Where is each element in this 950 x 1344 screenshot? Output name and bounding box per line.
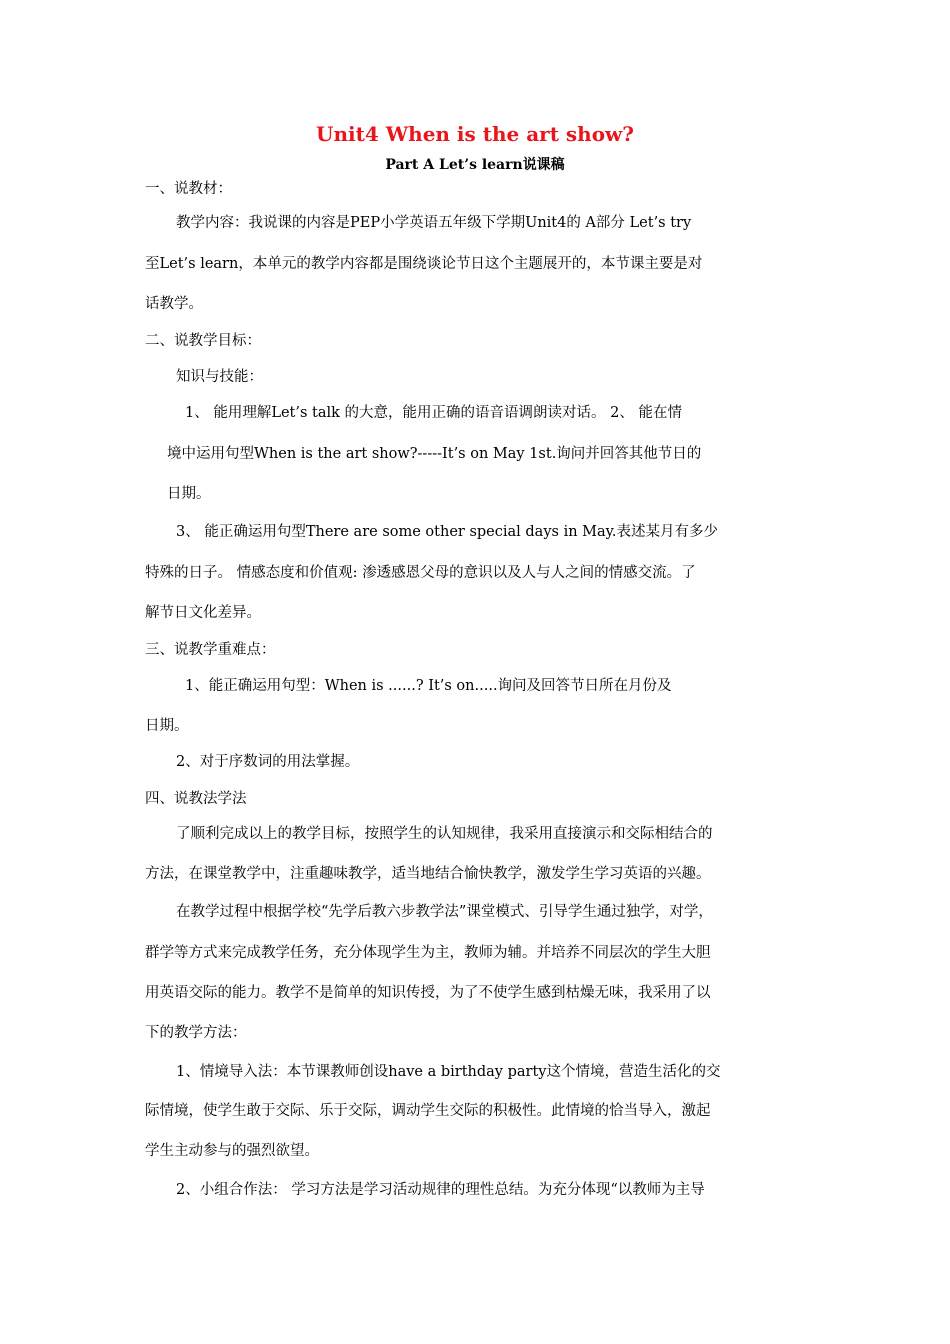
paragraph-line: 话教学。 [145,296,203,312]
paragraph-line: 境中运用句型When is the art show?-----It’s on May 1st.询问并回答其他节日的 [167,446,702,462]
paragraph-line: 了顺利完成以上的教学目标，按照学生的认知规律，我采用直接演示和交际相结合的 [176,826,713,842]
paragraph-line: 解节日文化差异。 [145,605,261,621]
paragraph-line: 用英语交际的能力。教学不是简单的知识传授，为了不使学生感到枯燥无味，我采用了以 [145,985,711,1001]
paragraph-line: 在教学过程中根据学校“先学后教六步教学法”课堂模式、引导学生通过独学，对学， [176,904,713,920]
paragraph-line: 1、情境导入法：本节课教师创设have a birthday party这个情境，营造生活化的交 [176,1064,721,1080]
section-heading: 三、说教学重难点： [145,642,276,658]
paragraph-line: 群学等方式来完成教学任务，充分体现学生为主，教师为辅。并培养不同层次的学生大胆 [145,945,711,961]
paragraph-line: 际情境，使学生敢于交际、乐于交际，调动学生交际的积极性。此情境的恰当导入，激起 [145,1103,711,1119]
paragraph-line: 教学内容：我说课的内容是PEP小学英语五年级下学期Unit4的 A部分 Let’s try [176,215,692,231]
paragraph-line: 日期。 [145,718,189,734]
paragraph-line: 日期。 [167,486,211,502]
paragraph-line: 2、小组合作法： 学习方法是学习活动规律的理性总结。为充分体现“以教师为主导 [176,1182,705,1198]
paragraph-line: 1、 能用理解Let’s talk 的大意，能用正确的语音语调朗读对话。 2、 能在情 [185,405,682,421]
paragraph-line: 1、能正确运用句型：When is ......? It’s on.....询问及回答节日所在月份及 [185,678,672,694]
paragraph-line: 2、对于序数词的用法掌握。 [176,754,360,770]
section-heading: 一、说教材： [145,181,232,197]
document-title: Unit4 When is the art show? [316,122,634,146]
paragraph-line: 至Let’s learn，本单元的教学内容都是围绕谈论节日这个主题展开的，本节课主要是对 [145,256,703,272]
paragraph-line: 下的教学方法： [145,1025,247,1041]
paragraph-line: 特殊的日子。 情感态度和价值观: 渗透感恩父母的意识以及人与人之间的情感交流。了 [145,565,696,581]
paragraph-line: 3、 能正确运用句型There are some other special days in May.表述某月有多少 [176,524,719,540]
paragraph-line: 方法，在课堂教学中，注重趣味教学，适当地结合愉快教学，激发学生学习英语的兴趣。 [145,866,711,882]
section-heading: 四、说教法学法 [145,791,247,807]
section-heading: 二、说教学目标： [145,333,261,349]
document-subtitle: Part A Let’s learn说课稿 [385,157,565,173]
paragraph-line: 知识与技能： [176,369,263,385]
paragraph-line: 学生主动参与的强烈欲望。 [145,1143,319,1159]
